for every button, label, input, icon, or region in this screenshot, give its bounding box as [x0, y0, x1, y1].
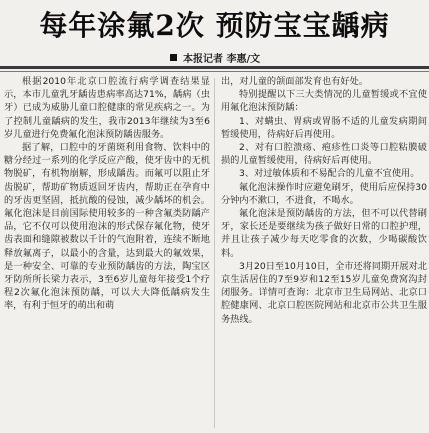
paragraph: 2、对有口腔溃疡、疱疹性口炎等口腔粘膜破损的儿童暂缓使用，待病好后再使用。: [221, 142, 427, 167]
title-rule-thin: [0, 71, 429, 72]
byline: [170, 50, 260, 65]
title-rule: [0, 66, 429, 69]
paragraph: 氟化泡沫操作时应避免刷牙，使用后应保持30分钟内不漱口，不进食，不喝水。: [221, 181, 427, 206]
byline-text: 本报记者 李惠/文: [183, 54, 261, 65]
right-column: [221, 75, 427, 429]
square-bullet-icon: [170, 54, 177, 61]
paragraph: 据了解，口腔中的牙菌斑利用食物、饮料中的糖分经过一系列的化学反应产酸，使牙齿中的无机物脱矿，有机物崩解，形成龋齿。而氟可以阻止牙齿脱矿，帮助矿物质返回牙齿内，帮助正在孕育中的牙齿更坚固，抵抗酸的侵蚀，减少龋坏的机会。氟化泡沫是目前国际使用较多的一种含氟类防龋产品，它不仅可以使用泡沫的形式保存氟化物，使牙齿表面和缝隙被数以千计的气泡附着，连续不断地释放氟离子，以最小的含量，达到最大的氟效果，是一种安全、可靠的专业预防龋齿的方法，陶宝区牙防所所长梁力表示，3至6岁儿童每年接受1个疗程2次氟化泡沫预防龋，可以大大降低龋病发生率，有利于恒牙的萌出和萌: [4, 142, 210, 312]
paragraph: 特别提醒以下三大类情况的儿童暂缓或不宜使用氟化泡沫预防龋：: [221, 89, 427, 114]
left-column: [4, 75, 210, 429]
paragraph: 出，对儿童的颌面部发育也有好处。: [221, 76, 368, 87]
headline: 每年涂氟2次 预防宝宝龋病: [39, 9, 390, 42]
paragraph: 3、对过敏体质和不易配合的儿童不宜使用。: [239, 168, 420, 180]
column-divider: [214, 78, 215, 428]
paragraph: 根据2010年北京口腔流行病学调查结果显示，本市儿童乳牙龋齿患病率高达71%，龋病（虫牙）已成为威胁儿童口腔健康的常见疾病之一。为了控制儿童龋病的发生，我市2013年继续为3至6岁儿童进行免费氟化泡沫预防龋齿服务。: [4, 76, 210, 140]
paragraph: 3月20日至10月10日，全市还将同期开展对北京生活居住的7至9岁和12至15岁儿童免费窝沟封闭服务。详情可查询：北京市卫生局网站、北京口腔健康网、北京口腔医院网站和北京市公共卫生服务热线。: [221, 260, 427, 325]
paragraph: 1、对螨虫、胃病或胃肠不适的儿童发病期间暂缓使用，待病好后再使用。: [221, 115, 427, 140]
paragraph: 氟化泡沫是预防龋齿的方法，但不可以代替刷牙，家长还是要继续为孩子做好日常的口腔护理，并且让孩子减少每天吃零食的次数，少喝碳酸饮料。: [221, 208, 427, 259]
